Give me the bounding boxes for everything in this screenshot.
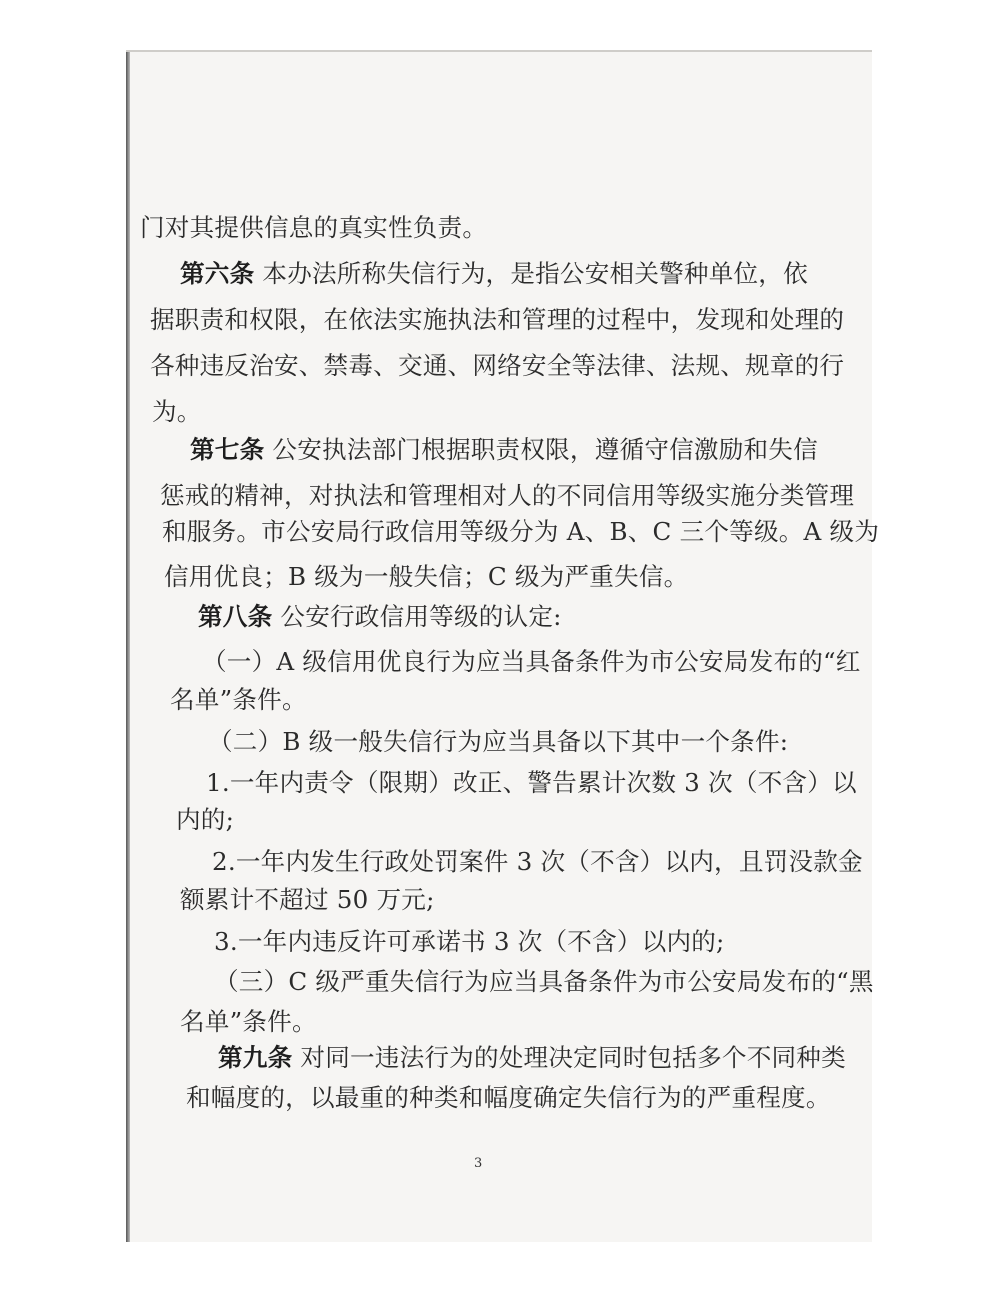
article-6-line: 第六条 本办法所称失信行为，是指公安相关警种单位，依 [180, 259, 808, 288]
text-line: 内的; [176, 805, 235, 834]
text-line: （二）B 级一般失信行为应当具备以下其中一个条件: [208, 727, 789, 756]
text-line: 名单”条件。 [170, 685, 307, 714]
article-8-line: 第八条 公安行政信用等级的认定: [198, 602, 562, 631]
text-line: （三）C 级严重失信行为应当具备条件为市公安局发布的“黑 [214, 967, 874, 996]
text-line: 据职责和权限，在依法实施执法和管理的过程中，发现和处理的 [150, 305, 845, 334]
text-line: 为。 [152, 397, 202, 426]
article-7-line: 第七条 公安执法部门根据职责权限，遵循守信激励和失信 [190, 435, 818, 464]
article-heading: 第六条 [180, 259, 255, 288]
text-line: 1.一年内责令（限期）改正、警告累计次数 3 次（不含）以 [206, 768, 857, 797]
text-line: 额累计不超过 50 万元; [180, 885, 435, 914]
text-line: 3.一年内违反许可承诺书 3 次（不含）以内的; [214, 927, 725, 956]
text-line: （一）A 级信用优良行为应当具备条件为市公安局发布的“红 [202, 647, 861, 676]
text-line: 名单”条件。 [180, 1007, 317, 1036]
article-heading: 第七条 [190, 435, 265, 464]
text-line: 惩戒的精神，对执法和管理相对人的不同信用等级实施分类管理 [160, 481, 855, 510]
text-line: 和幅度的，以最重的种类和幅度确定失信行为的严重程度。 [186, 1083, 831, 1112]
sheet-top-edge [126, 50, 872, 52]
page-number: 3 [474, 1156, 483, 1171]
sheet-edge-shadow [126, 50, 130, 1242]
article-heading: 第八条 [198, 602, 273, 631]
text-line: 门对其提供信息的真实性负责。 [140, 213, 488, 242]
text-line: 信用优良；B 级为一般失信；C 级为严重失信。 [164, 562, 689, 591]
text-line: 2.一年内发生行政处罚案件 3 次（不含）以内，且罚没款金 [212, 847, 863, 876]
text-line: 各种违反治安、禁毒、交通、网络安全等法律、法规、规章的行 [150, 351, 845, 380]
article-9-line: 第九条 对同一违法行为的处理决定同时包括多个不同种类 [218, 1043, 846, 1072]
article-heading: 第九条 [218, 1043, 293, 1072]
text-line: 和服务。市公安局行政信用等级分为 A、B、C 三个等级。A 级为 [162, 517, 880, 546]
